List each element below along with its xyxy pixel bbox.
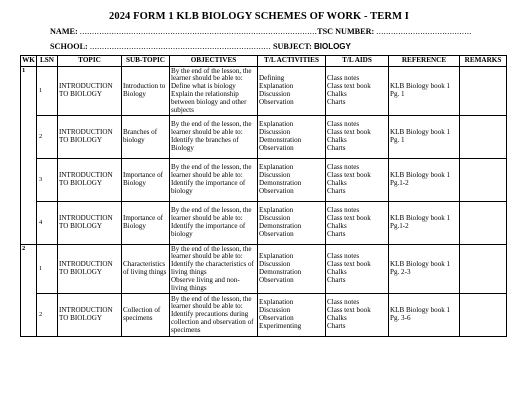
col-header-subtopic: SUB-TOPIC	[122, 56, 170, 67]
aids-cell-line: Class notes	[327, 74, 360, 83]
reference-cell: KLB Biology book 1 Pg. 1	[389, 116, 460, 159]
reference-cell: KLB Biology book 1 Pg. 3-6	[389, 294, 460, 337]
subtopic-cell: Branches of biology	[122, 116, 170, 159]
activities-cell	[258, 202, 326, 245]
objectives-cell-line: By the end of the lesson, the learner should be able to:	[171, 66, 252, 83]
activities-cell-line: Explanation	[259, 298, 294, 307]
objectives-cell-line: Identify the branches of Biology	[171, 136, 239, 152]
aids-cell-line: Charts	[327, 143, 346, 152]
activities-cell-line: Explanation	[259, 206, 294, 215]
topic-cell: INTRODUCTION TO BIOLOGY	[58, 245, 122, 294]
subtopic-cell: Importance of Biology	[122, 202, 170, 245]
topic-cell: INTRODUCTION TO BIOLOGY	[58, 67, 122, 116]
activities-cell	[258, 294, 326, 337]
activities-cell-line: Defining	[259, 74, 285, 83]
aids-cell	[326, 245, 389, 294]
subject-value: BIOLOGY	[313, 42, 351, 51]
col-header-remarks: REMARKS	[460, 56, 507, 67]
activities-cell-line: Demonstration	[259, 222, 302, 230]
table-row	[21, 245, 507, 294]
remarks-cell	[460, 116, 507, 159]
subtopic-cell: Introduction to Biology	[122, 67, 170, 116]
activities-cell	[258, 159, 326, 202]
aids-cell-line: Class notes	[327, 163, 360, 172]
table-body	[21, 67, 507, 337]
aids-cell-line: Class notes	[327, 252, 360, 261]
week-number-cell: 1	[21, 67, 37, 245]
aids-cell-line: Chalks	[327, 268, 347, 276]
aids-cell-line: Charts	[327, 321, 346, 330]
aids-cell-line: Chalks	[327, 222, 347, 230]
objectives-cell	[170, 294, 258, 337]
activities-cell	[258, 67, 326, 116]
subject-label: SUBJECT:	[272, 42, 312, 51]
aids-cell-line: Class text book	[327, 171, 371, 180]
objectives-cell	[170, 67, 258, 116]
lesson-number-cell: 3	[37, 159, 58, 202]
activities-cell-line: Explanation	[259, 252, 294, 261]
objectives-cell-line: By the end of the lesson, the learner should be able to:	[171, 120, 252, 137]
remarks-cell	[460, 67, 507, 116]
objectives-cell-line: Observe living and non-living things	[171, 275, 240, 292]
col-header-wk: WK	[21, 56, 37, 67]
aids-cell	[326, 159, 389, 202]
aids-cell-line: Chalks	[327, 90, 347, 98]
objectives-cell-line: Explain the relationship between biology and other subjects	[171, 90, 247, 114]
lesson-number-cell: 2	[37, 116, 58, 159]
aids-cell	[326, 294, 389, 337]
school-line	[50, 42, 351, 51]
subtopic-cell: Characteristics of living things	[122, 245, 170, 294]
reference-cell: KLB Biology book 1 Pg. 1	[389, 67, 460, 116]
table-row	[21, 159, 507, 202]
aids-cell-line: Class text book	[327, 214, 371, 223]
objectives-cell	[170, 159, 258, 202]
table-row	[21, 202, 507, 245]
school-dots: ..........................................................................	[89, 42, 271, 51]
col-header-topic: TOPIC	[58, 56, 122, 67]
activities-cell-line: Observation	[259, 186, 294, 195]
activities-cell-line: Discussion	[259, 171, 291, 180]
objectives-cell-line: Identify the importance of biology	[171, 179, 246, 195]
objectives-cell-line: Identify the characteristics of living things	[171, 260, 254, 276]
activities-cell-line: Observation	[259, 143, 294, 152]
aids-cell-line: Charts	[327, 186, 346, 195]
document-title: 2024 FORM 1 KLB BIOLOGY SCHEMES OF WORK - TERM I	[109, 11, 409, 22]
subtopic-cell: Importance of Biology	[122, 159, 170, 202]
remarks-cell	[460, 245, 507, 294]
aids-cell-line: Chalks	[327, 179, 347, 187]
tsc-dots: .......................................	[376, 27, 472, 36]
aids-cell-line: Charts	[327, 275, 346, 284]
activities-cell-line: Discussion	[259, 260, 291, 269]
lesson-number-cell: 1	[37, 245, 58, 294]
lesson-number-cell: 2	[37, 294, 58, 337]
activities-cell-line: Explanation	[259, 82, 294, 91]
aids-cell-line: Chalks	[327, 314, 347, 322]
aids-cell	[326, 202, 389, 245]
table-row	[21, 294, 507, 337]
col-header-activities: T/L ACTIVITIES	[258, 56, 326, 67]
activities-cell-line: Observation	[259, 275, 294, 284]
table-header-row	[21, 56, 507, 67]
activities-cell-line: Explanation	[259, 120, 294, 129]
col-header-reference: REFERENCE	[389, 56, 460, 67]
table-row	[21, 116, 507, 159]
activities-cell-line: Demonstration	[259, 136, 302, 144]
aids-cell-line: Class notes	[327, 206, 360, 215]
aids-cell-line: Charts	[327, 97, 346, 106]
objectives-cell	[170, 245, 258, 294]
aids-cell-line: Chalks	[327, 136, 347, 144]
activities-cell-line: Observation	[259, 314, 294, 322]
objectives-cell-line: By the end of the lesson, the learner should be able to:	[171, 163, 252, 180]
aids-cell-line: Class notes	[327, 120, 360, 129]
scheme-table	[20, 55, 507, 337]
aids-cell-line: Charts	[327, 229, 346, 238]
col-header-aids: T/L AIDS	[326, 56, 389, 67]
activities-cell-line: Explanation	[259, 163, 294, 172]
objectives-cell-line: By the end of the lesson, the learner should be able to:	[171, 244, 252, 261]
activities-cell-line: Discussion	[259, 90, 291, 98]
activities-cell-line: Experimenting	[259, 321, 302, 330]
aids-cell-line: Class text book	[327, 128, 371, 137]
topic-cell: INTRODUCTION TO BIOLOGY	[58, 294, 122, 337]
name-line	[50, 27, 472, 36]
aids-cell	[326, 67, 389, 116]
activities-cell-line: Observation	[259, 229, 294, 238]
objectives-cell-line: Identify the importance of biology	[171, 222, 246, 238]
aids-cell	[326, 116, 389, 159]
remarks-cell	[460, 202, 507, 245]
activities-cell-line: Discussion	[259, 214, 291, 223]
aids-cell-line: Class text book	[327, 82, 371, 91]
lesson-number-cell: 1	[37, 67, 58, 116]
objectives-cell-line: By the end of the lesson, the learner should be able to:	[171, 206, 252, 223]
remarks-cell	[460, 159, 507, 202]
topic-cell: INTRODUCTION TO BIOLOGY	[58, 116, 122, 159]
reference-cell: KLB Biology book 1 Pg.1-2	[389, 159, 460, 202]
activities-cell	[258, 245, 326, 294]
col-header-objectives: OBJECTIVES	[170, 56, 258, 67]
subtopic-cell: Collection of specimens	[122, 294, 170, 337]
reference-cell: KLB Biology book 1 Pg.1-2	[389, 202, 460, 245]
objectives-cell-line: Identify precautions during collection and observation of specimens	[171, 310, 254, 334]
name-dots: .................................................................................................	[79, 27, 318, 36]
school-label: SCHOOL:	[50, 42, 88, 51]
col-header-lsn: LSN	[37, 56, 58, 67]
tsc-label: TSC NUMBER:	[317, 27, 375, 36]
activities-cell-line: Demonstration	[259, 179, 302, 187]
activities-cell-line: Discussion	[259, 306, 291, 315]
activities-cell	[258, 116, 326, 159]
topic-cell: INTRODUCTION TO BIOLOGY	[58, 159, 122, 202]
activities-cell-line: Observation	[259, 97, 294, 106]
objectives-cell	[170, 202, 258, 245]
topic-cell: INTRODUCTION TO BIOLOGY	[58, 202, 122, 245]
objectives-cell-line: Define what is biology	[171, 82, 236, 91]
aids-cell-line: Class text book	[327, 306, 371, 315]
activities-cell-line: Demonstration	[259, 268, 302, 276]
lesson-number-cell: 4	[37, 202, 58, 245]
activities-cell-line: Discussion	[259, 128, 291, 137]
objectives-cell	[170, 116, 258, 159]
name-label: NAME:	[50, 27, 78, 36]
week-number-cell: 2	[21, 245, 37, 337]
remarks-cell	[460, 294, 507, 337]
aids-cell-line: Class text book	[327, 260, 371, 269]
objectives-cell-line: By the end of the lesson, the learner should be able to:	[171, 294, 252, 311]
aids-cell-line: Class notes	[327, 298, 360, 307]
reference-cell: KLB Biology book 1 Pg. 2-3	[389, 245, 460, 294]
table-row	[21, 67, 507, 116]
